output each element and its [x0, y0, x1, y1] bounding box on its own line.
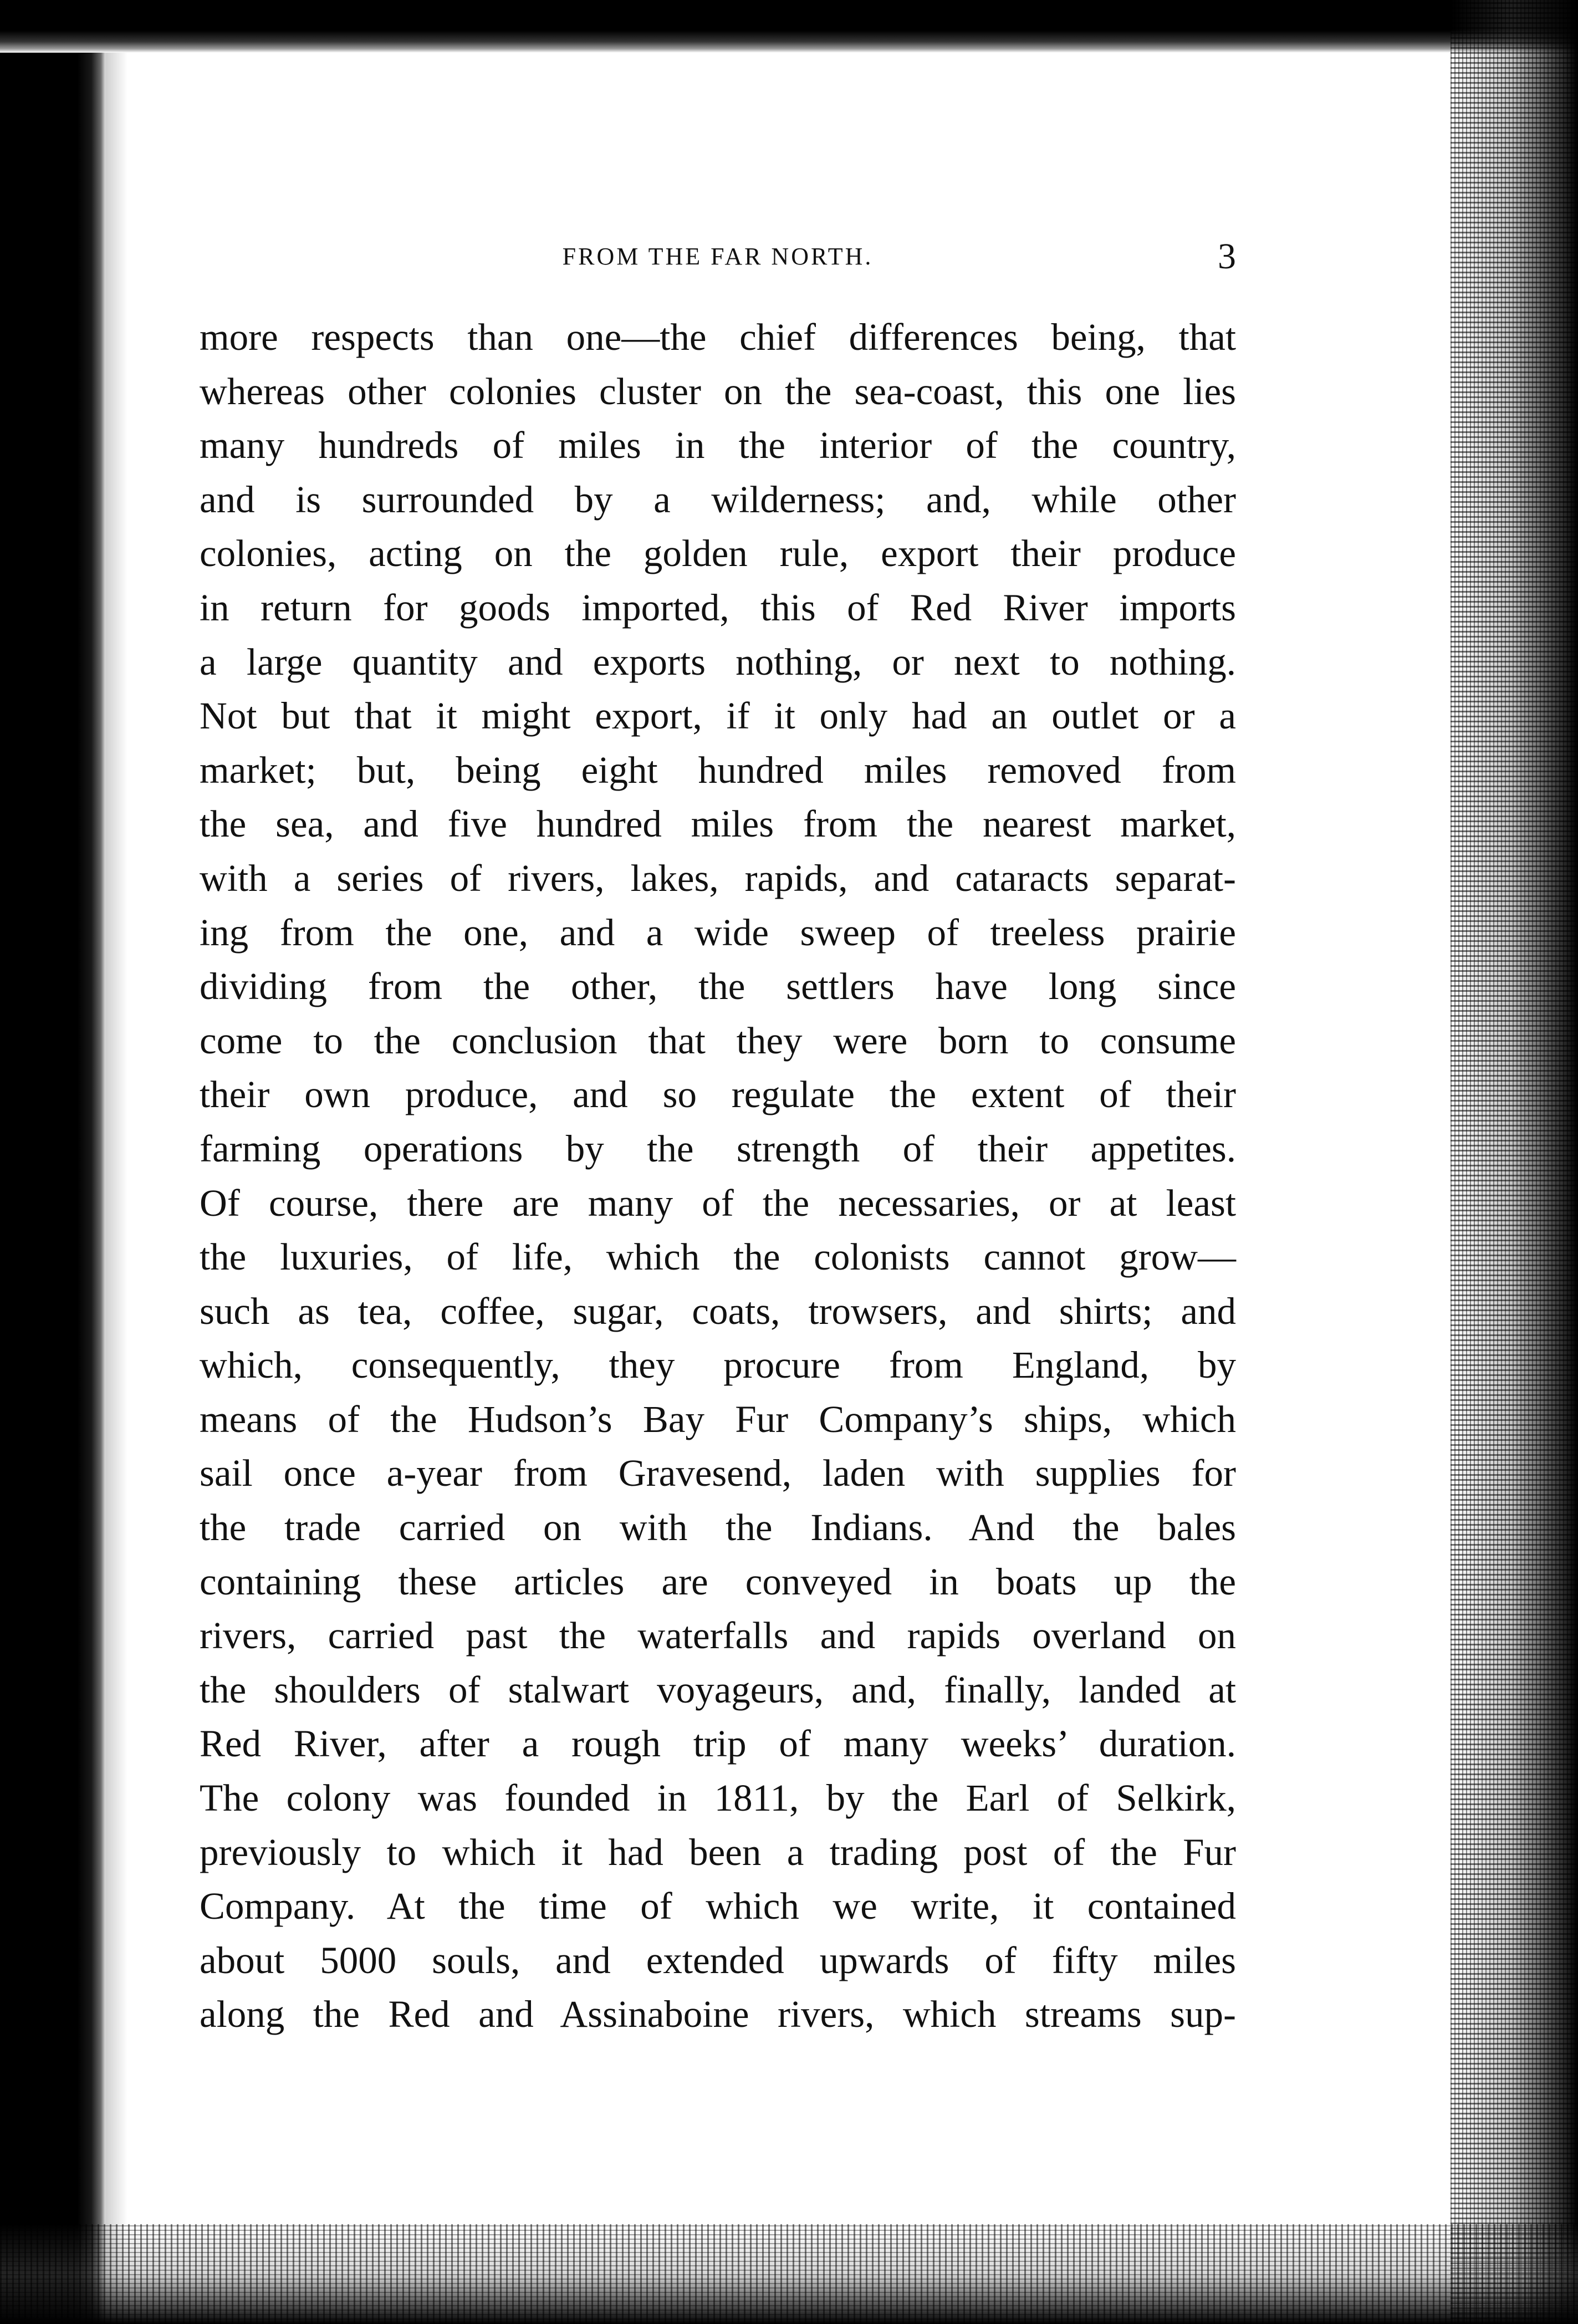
text-line: the trade carried on with the Indians. And the bales	[200, 1506, 1236, 1549]
text-line: the shoulders of stalwart voyageurs, and, finally, landed at	[200, 1668, 1236, 1711]
text-line: market; but, being eight hundred miles removed from	[200, 748, 1236, 791]
text-line: many hundreds of miles in the interior of the country,	[200, 424, 1236, 467]
text-line: come to the conclusion that they were born to consume	[200, 1019, 1236, 1062]
text-line: with a series of rivers, lakes, rapids, and cataracts separat-	[200, 857, 1236, 899]
text-line: ing from the one, and a wide sweep of treeless prairie	[200, 911, 1236, 954]
text-line: containing these articles are conveyed in boats up the	[200, 1560, 1236, 1603]
text-line: about 5000 souls, and extended upwards of fifty miles	[200, 1939, 1236, 1981]
scan-bottom-edge	[0, 2224, 1578, 2324]
text-line: previously to which it had been a trading post of the Fur	[200, 1831, 1236, 1873]
text-line: more respects than one—the chief differences being, that	[200, 316, 1236, 358]
text-line: Red River, after a rough trip of many weeks’ duration.	[200, 1722, 1236, 1765]
scan-left-gutter	[105, 0, 127, 2324]
text-line: The colony was founded in 1811, by the Earl of Selkirk,	[200, 1777, 1236, 1820]
text-line: whereas other colonies cluster on the sea-coast, this one lies	[200, 370, 1236, 412]
text-line: rivers, carried past the waterfalls and rapids overland on	[200, 1614, 1236, 1657]
page-number: 3	[1218, 236, 1236, 277]
running-head: FROM THE FAR NORTH.	[562, 243, 874, 270]
text-line: the luxuries, of life, which the colonists cannot grow—	[200, 1236, 1236, 1278]
text-line: Of course, there are many of the necessaries, or at least	[200, 1181, 1236, 1224]
scan-left-border	[0, 0, 105, 2324]
text-line: Not but that it might export, if it only had an outlet or a	[200, 695, 1236, 737]
text-line: in return for goods imported, this of Red River imports	[200, 586, 1236, 629]
text-line: such as tea, coffee, sugar, coats, trowsers, and shirts; and	[200, 1290, 1236, 1332]
scan-right-edge	[1451, 0, 1578, 2324]
text-line: and is surrounded by a wilderness; and, while other	[200, 478, 1236, 521]
scan-top-border	[0, 0, 1578, 53]
text-line: which, consequently, they procure from England, by	[200, 1344, 1236, 1387]
text-line: farming operations by the strength of their appetites.	[200, 1127, 1236, 1170]
text-line: a large quantity and exports nothing, or next to nothing.	[200, 640, 1236, 683]
text-line: sail once a-year from Gravesend, laden with supplies for	[200, 1452, 1236, 1495]
body-text	[200, 310, 1236, 2042]
text-line: means of the Hudson’s Bay Fur Company’s ships, which	[200, 1398, 1236, 1440]
page-header	[200, 236, 1236, 286]
text-line: their own produce, and so regulate the extent of their	[200, 1073, 1236, 1116]
text-line: dividing from the other, the settlers have long since	[200, 965, 1236, 1008]
text-line: along the Red and Assinaboine rivers, which streams sup-	[200, 1993, 1236, 2036]
text-line: the sea, and five hundred miles from the nearest market,	[200, 803, 1236, 845]
text-line: colonies, acting on the golden rule, export their produce	[200, 532, 1236, 575]
text-line: Company. At the time of which we write, it contained	[200, 1885, 1236, 1928]
